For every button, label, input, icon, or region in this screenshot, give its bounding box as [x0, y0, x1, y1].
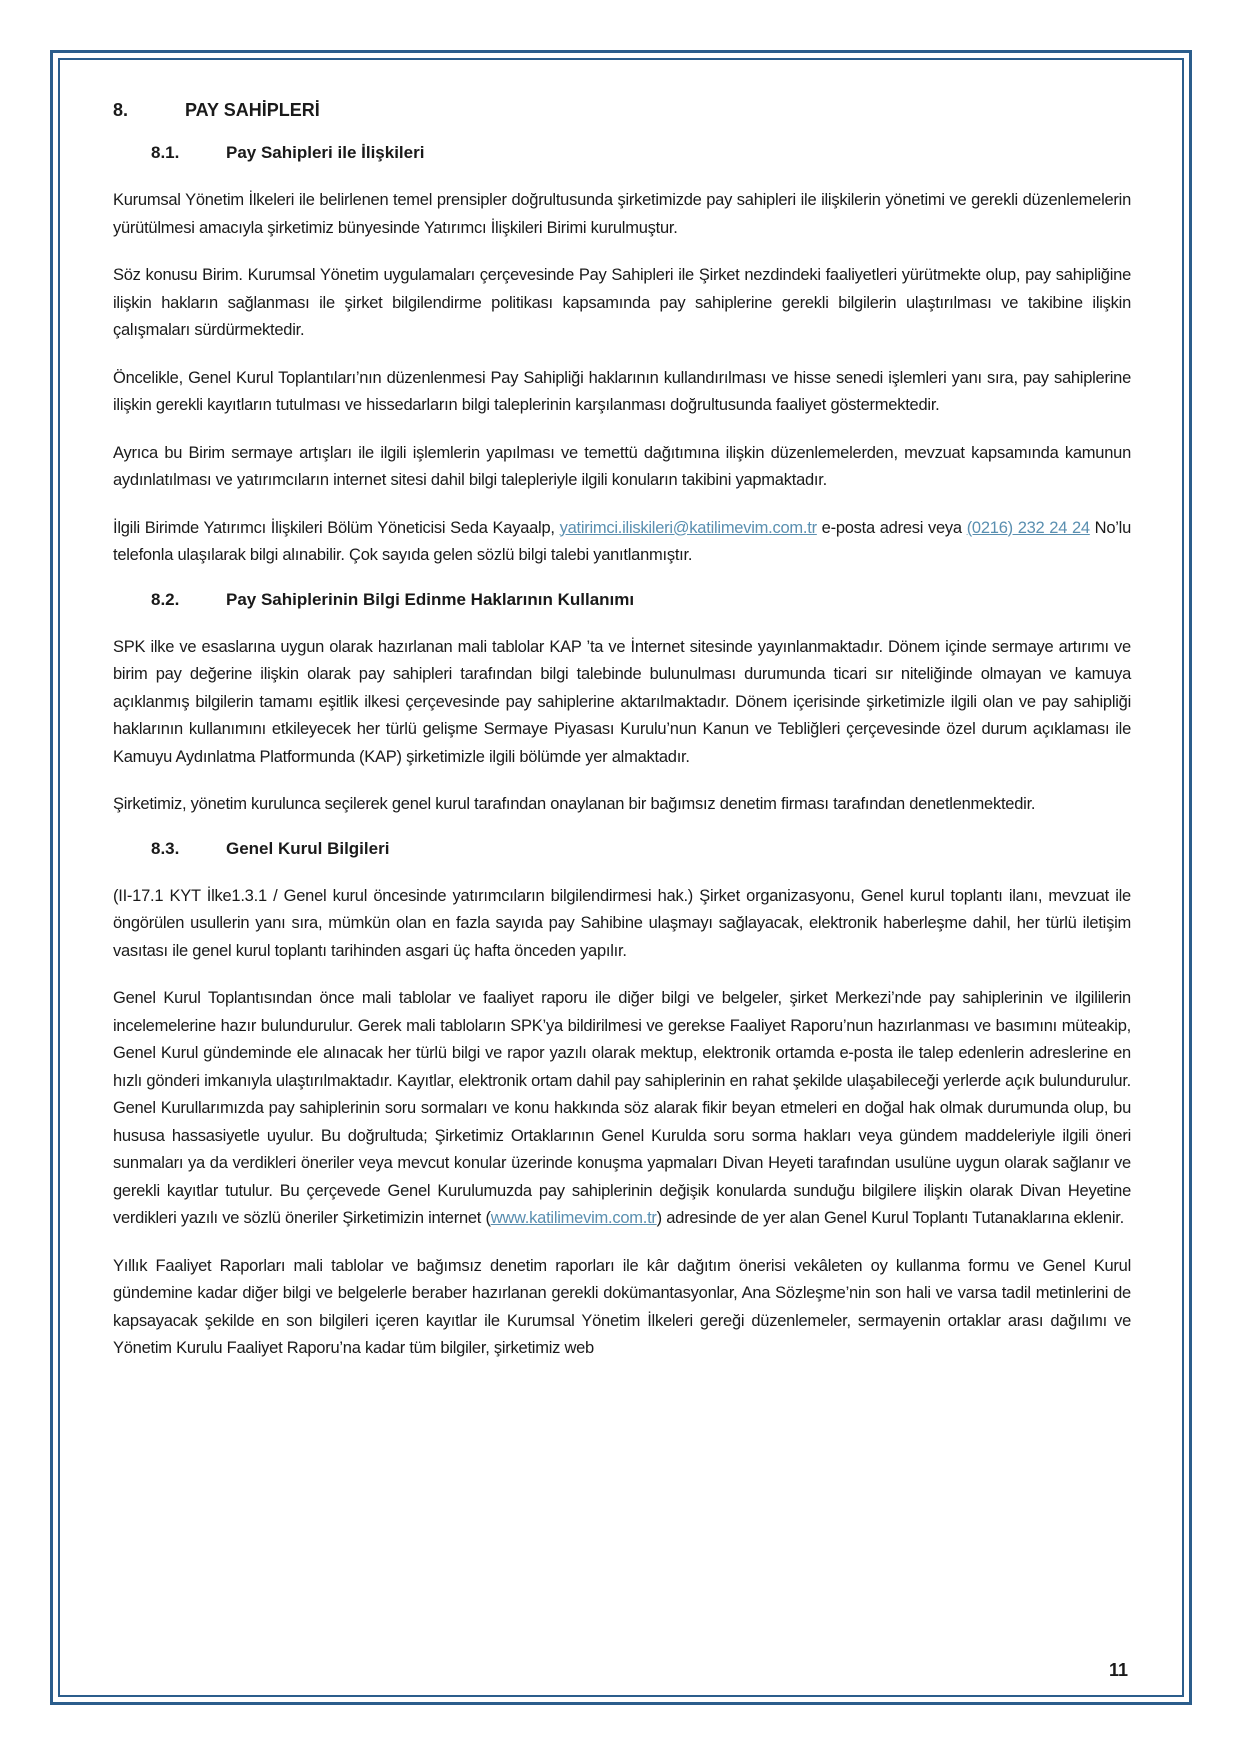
subsection-title: Pay Sahipleri ile İlişkileri [226, 143, 425, 162]
text-span: İlgili Birimde Yatırımcı İlişkileri Bölüm Yöneticisi Seda Kayaalp, [113, 518, 560, 537]
paragraph: Öncelikle, Genel Kurul Toplantıları’nın düzenlenmesi Pay Sahipliği haklarının kullandırılması ve hisse senedi işlemleri yanı sıra, pay sahiplerine ilişkin gerekli kayıtların tutulması ve hissedarların bilgi taleplerinin karşılanması doğrultusunda faaliyet göstermektedir. [113, 368, 1131, 414]
paragraph [113, 985, 1131, 1233]
paragraph: Söz konusu Birim. Kurumsal Yönetim uygulamaları çerçevesinde Pay Sahipleri ile Şirket nezdindeki faaliyetleri yürütmekte olup, pay sahipliğine ilişkin hakların sağlanması ile şirket bilgilendirme politikası kapsamında pay sahiplerine gerekli bilgilerin ulaştırılması ve takibine ilişkin çalışmaları sürdürmektedir. [113, 266, 1131, 339]
page-number: 11 [1108, 1660, 1128, 1680]
paragraph: Şirketimiz, yönetim kurulunca seçilerek genel kurul tarafından onaylanan bir bağımsız denetim firması tarafından denetlenmektedir. [113, 795, 1036, 813]
subsection-title: Genel Kurul Bilgileri [226, 838, 390, 858]
subsection-heading-8-2 [151, 590, 1131, 610]
section-title: PAY SAHİPLERİ [185, 100, 320, 120]
document-body [113, 100, 1131, 1383]
paragraph: (II-17.1 KYT İlke1.3.1 / Genel kurul öncesinde yatırımcıların bilgilendirmesi hak.) Şirket organizasyonu, Genel kurul toplantı ilanı, mevzuat ile öngörülen usullerin yanı sıra, mümkün olan en fazla sayıda pay Sahibine ulaşmayı sağlayacak, elektronik haberleşme dahil, her türlü iletişim vasıtası ile genel kurul toplantı tarihinden asgari üç hafta önceden yapılır. [113, 886, 1131, 960]
paragraph: SPK ilke ve esaslarına uygun olarak hazırlanan mali tablolar KAP ’ta ve İnternet sitesinde yayınlanmaktadır. Dönem içinde sermaye artırımı ve birim pay değerine ilişkin olarak pay sahipleri tarafından bilgi talebinde bulunulması durumunda ticari sır niteliğinde olmayan ve kamuya açıklanmış bilgilerin tamamı eşitlik ilkesi çerçevesinde pay sahiplerine aktarılmaktadır. Dönem içerisinde şirketimizle ilgili olan ve pay sahipliği haklarının kullanımını etkileyecek her türlü gelişme Sermaye Piyasası Kurulu’nun Kanun ve Tebliğleri çerçevesinde özel durum açıklaması ile Kamuyu Aydınlatma Platformunda (KAP) şirketimizle ilgili bölümde yer almaktadır. [113, 637, 1131, 766]
subsection-number: 8.1. [151, 143, 180, 162]
text-span: Genel Kurul Toplantısından önce mali tablolar ve faaliyet raporu ile diğer bilgi ve belgeler, şirket Merkezi’nde pay sahiplerinin ve ilgililerin incelemelerine hazır bulundurulur. Gerek mali tabloların SPK’ya bildirilmesi ve gerekse Faaliyet Raporu’nun hazırlanması ve basımını müteakip, Genel Kurul gündeminde ele alınacak her türlü bilgi ve rapor yazılı olarak mektup, elektronik ortamda e-posta ile talep edenlerin adreslerine en hızlı gönderi imkanıyla ulaştırılmaktadır. Kayıtlar, elektronik ortam dahil pay sahiplerinin en rahat şekilde ulaşabileceği yerlerde açık bulundurulur. Genel Kurullarımızda pay sahiplerinin soru sormaları ve konu hakkında söz alarak fikir beyan etmeleri en doğal hak olmak durumunda olup, bu hususa hassasiyetle uyulur. Bu doğrultuda; Şirketimiz Ortaklarının Genel Kurulda soru sorma hakları veya gündem maddeleriyle ilgili öneri sunmaları ya da verdikleri öneriler veya mevcut konular üzerinde konuşma yapmaları Divan Heyeti tarafından usulüne uygun olarak sağlanır ve gerekli kayıtlar tutulur. Bu çerçevede Genel Kurulumuzda pay sahiplerinin değişik konularda sunduğu bilgilere ilişkin olarak Divan Heyetine verdikleri yazılı ve sözlü öneriler Şirketimizin internet ( [113, 989, 1131, 1227]
contact-paragraph [113, 515, 1131, 570]
subsection-number: 8.2. [151, 589, 180, 609]
paragraph: Ayrıca bu Birim sermaye artışları ile ilgili işlemlerin yapılması ve temettü dağıtımına ilişkin düzenlemelerden, mevzuat kapsamında kamunun aydınlatılması ve yatırımcıların internet sitesi dahil bilgi talepleriyle ilgili konuların takibini yapmaktadır. [113, 443, 1131, 489]
text-span: e-posta adresi veya [816, 518, 967, 537]
text-span: ) adresinde de yer alan Genel Kurul Toplantı Tutanaklarına eklenir. [656, 1209, 1124, 1227]
paragraph: Yıllık Faaliyet Raporları mali tablolar ve bağımsız denetim raporları ile kâr dağıtım önerisi vekâleten oy kullanma formu ve Genel Kurul gündemine kadar diğer bilgi ve belgelerle beraber hazırlanan gerekli dokümantasyonlar, Ana Sözleşme’nin son hali ve varsa tadil metinlerini de kapsayacak şekilde en son bilgileri içeren kayıtlar ile Kurumsal Yönetim İlkeleri gereği düzenlemeler, sermayenin ortaklar arası dağılımı ve Yönetim Kurulu Faaliyet Raporu’na kadar tüm bilgiler, şirketimiz web [113, 1256, 1131, 1357]
email-link[interactable]: yatirimci.iliskileri@katilimevim.com.tr [559, 518, 817, 537]
website-link[interactable]: www.katilimevim.com.tr [490, 1209, 657, 1227]
paragraph: Kurumsal Yönetim İlkeleri ile belirlenen temel prensipler doğrultusunda şirketimizde pay sahipleri ile ilişkilerin yönetimi ve gerekli düzenlemelerin yürütülmesi amacıyla şirketimiz bünyesinde Yatırımcı İlişkileri Birimi kurulmuştur. [113, 191, 1131, 237]
subsection-number: 8.3. [151, 838, 180, 858]
subsection-heading-8-3 [151, 839, 1131, 859]
subsection-heading-8-1 [151, 143, 1131, 163]
text-span: No’lu telefonla ulaşılarak bilgi alınabilir. Çok sayıda gelen sözlü bilgi talebi yanıtlanmıştır. [113, 518, 1131, 564]
subsection-title: Pay Sahiplerinin Bilgi Edinme Haklarının Kullanımı [226, 589, 635, 609]
section-heading [113, 100, 1131, 121]
phone-link[interactable]: (0216) 232 24 24 [966, 518, 1090, 537]
section-number: 8. [113, 100, 129, 120]
